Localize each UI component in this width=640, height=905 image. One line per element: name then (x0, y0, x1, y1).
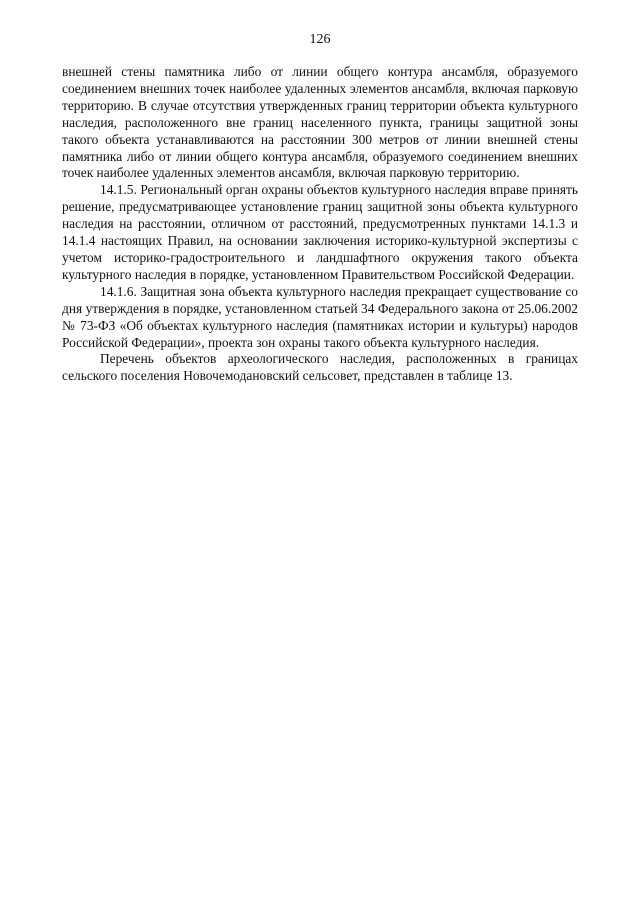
document-body (62, 64, 578, 385)
page-number: 126 (309, 32, 331, 47)
paragraph-archaeological-heritage-list: Перечень объектов археологического наследия, расположенных в границах сельского поселения Новочемодановский сельсовет, представлен в таблице 13. (62, 351, 578, 384)
paragraph-continuation: внешней стены памятника либо от линии общего контура ансамбля, образуемого соединением внешних точек наиболее удаленных элементов ансамбля, включая парковую территорию. В случае отсутствия утвержденных границ территории объекта культурного наследия, расположенного вне границ населенного пункта, границы защитной зоны такого объекта устанавливаются на расстоянии 300 метров от линии внешней стены памятника либо от линии общего контура ансамбля, образуемого соединением внешних точек наиболее удаленных элементов ансамбля, включая парковую территорию. (62, 64, 578, 181)
paragraph-14-1-6: 14.1.6. Защитная зона объекта культурного наследия прекращает существование со дня утверждения в порядке, установленном статьей 34 Федерального закона от 25.06.2002 № 73-ФЗ «Об объектах культурного наследия (памятниках истории и культуры) народов Российской Федерации», проекта зон охраны такого объекта культурного наследия. (62, 283, 578, 350)
paragraph-14-1-5: 14.1.5. Региональный орган охраны объектов культурного наследия вправе принять решение, предусматривающее установление границ защитной зоны объекта культурного наследия на расстоянии, отличном от расстояний, предусмотренных пунктами 14.1.3 и 14.1.4 настоящих Правил, на основании заключения историко-культурной экспертизы с учетом историко-градостроительного и ландшафтного окружения такого объекта культурного наследия в порядке, установленном Правительством Российской Федерации. (62, 182, 578, 282)
